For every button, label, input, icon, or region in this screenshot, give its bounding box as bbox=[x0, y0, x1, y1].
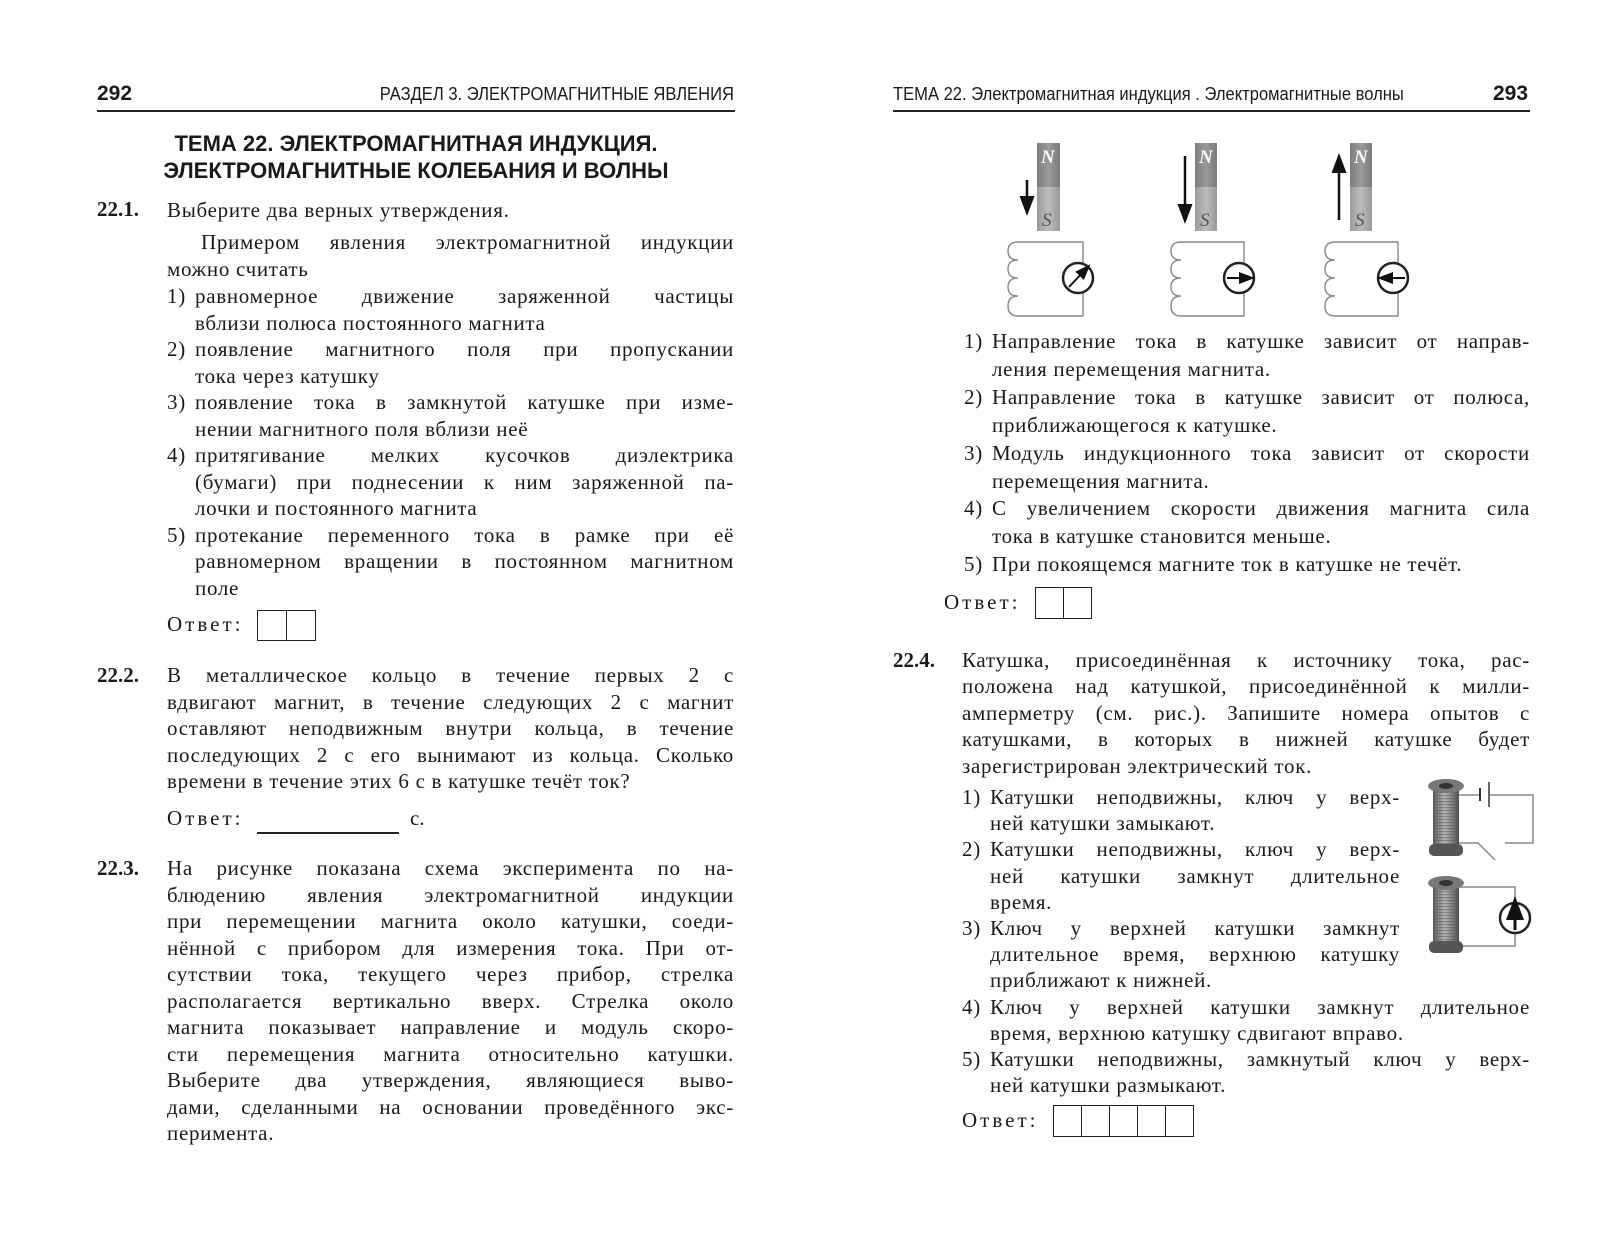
answer-cell[interactable] bbox=[1110, 1106, 1138, 1136]
option-number: 3) bbox=[167, 390, 186, 414]
option-text bbox=[990, 784, 1400, 836]
text-line: перимента. bbox=[167, 1121, 275, 1145]
text-line: при перемещении магнита около катушки, соеди- bbox=[167, 909, 734, 933]
option-number: 4) bbox=[167, 443, 186, 467]
option-number: 4) bbox=[964, 496, 983, 521]
text-line: Катушка, присоединённая к источнику тока, рас- bbox=[962, 648, 1530, 672]
pole-n: N bbox=[1199, 147, 1213, 168]
option-number: 2) bbox=[167, 337, 186, 361]
option-list bbox=[964, 328, 1530, 579]
answer-cell[interactable] bbox=[1036, 588, 1064, 618]
text-line: Катушки неподвижны, замкнутый ключ у верх- bbox=[990, 1047, 1530, 1072]
question-prompt: Выберите два верных утверждения. bbox=[167, 198, 510, 222]
text-line: равномерное движение заряженной частицы bbox=[195, 284, 734, 308]
text-line: вдвигают магнит, в течение следующих 2 с магнит bbox=[167, 689, 734, 714]
text-line: Катушки неподвижны, ключ у верх- bbox=[990, 837, 1400, 862]
option-number: 3) bbox=[964, 440, 983, 465]
text-line: время, верхнюю катушку сдвигают вправо. bbox=[990, 1020, 1404, 1045]
question-number: 22.3. bbox=[97, 856, 139, 880]
running-head-right: ТЕМА 22. Электромагнитная индукция . Электромагнитные волны bbox=[893, 84, 1404, 104]
text-line: положена над катушкой, присоединённой к милли- bbox=[962, 674, 1530, 699]
option-item bbox=[962, 784, 1400, 836]
option-number: 3) bbox=[962, 916, 981, 941]
text-line: амперметру (см. рис.). Запишите номера опытов с bbox=[962, 700, 1530, 725]
text-line: катушками, в которых в нижней катушке будет bbox=[962, 727, 1530, 752]
experiment-2 bbox=[1171, 143, 1254, 316]
question-number: 22.1. bbox=[97, 197, 139, 221]
text-line: (бумаги) при поднесении к ним заряженной па- bbox=[195, 469, 734, 494]
option-text bbox=[992, 384, 1530, 440]
text-line: Примером явления электромагнитной индукции bbox=[201, 230, 734, 254]
text-line: можно считать bbox=[167, 256, 309, 281]
pole-n: N bbox=[1041, 147, 1055, 168]
text-line: оставляют неподвижным внутри кольца, в течение bbox=[167, 716, 734, 740]
option-item bbox=[962, 994, 1530, 1046]
experiment-3 bbox=[1325, 143, 1408, 316]
text-line: появление тока в замкнутой катушке при изме- bbox=[195, 390, 734, 414]
text-line: приближающегося к катушке. bbox=[992, 412, 1278, 437]
text-line: последующих 2 с его вынимают из кольца. Сколько bbox=[167, 742, 734, 767]
text-line: ней катушки замкнут длительное bbox=[990, 863, 1400, 888]
text-line: располагается вертикально вверх. Стрелка около bbox=[167, 988, 734, 1013]
option-number: 1) bbox=[964, 329, 983, 353]
text-line: дами, сделанными на основании проведённого экс- bbox=[167, 1094, 734, 1119]
answer-label: Ответ: bbox=[167, 612, 244, 636]
option-item bbox=[962, 836, 1400, 915]
page-number-right: 293 bbox=[1493, 82, 1529, 105]
text-line: равномерном вращении в постоянном магнитном bbox=[195, 549, 734, 573]
option-list bbox=[962, 784, 1530, 1098]
option-text bbox=[992, 440, 1530, 496]
text-line: На рисунке показана схема эксперимента по на- bbox=[167, 856, 734, 880]
option-number: 2) bbox=[964, 384, 983, 409]
text-line: вблизи полюса постоянного магнита bbox=[195, 310, 546, 335]
text-line: появление магнитного поля при пропускании bbox=[195, 337, 734, 361]
option-item bbox=[964, 551, 1530, 579]
answer-boxes[interactable] bbox=[1053, 1105, 1194, 1137]
option-text bbox=[990, 836, 1400, 915]
chapter-title-line: ЭЛЕКТРОМАГНИТНЫЕ КОЛЕБАНИЯ И ВОЛНЫ bbox=[163, 157, 669, 183]
question-number: 22.2. bbox=[97, 663, 139, 687]
text-line: ней катушки замыкают. bbox=[990, 811, 1216, 836]
option-number: 4) bbox=[962, 994, 981, 1019]
text-line: блюдению явления электромагнитной индукции bbox=[167, 882, 734, 907]
option-item bbox=[962, 1046, 1530, 1098]
option-item bbox=[964, 495, 1530, 551]
text-line: тока через катушку bbox=[195, 363, 380, 388]
text-line: поле bbox=[195, 575, 240, 600]
answer-unit: с. bbox=[410, 806, 425, 830]
option-item bbox=[964, 328, 1530, 384]
answer-label: Ответ: bbox=[962, 1108, 1039, 1132]
text-line: Катушки неподвижны, ключ у верх- bbox=[990, 785, 1400, 809]
question-text bbox=[962, 647, 1530, 779]
text-line: Выберите два утверждения, являющиеся выво- bbox=[167, 1068, 734, 1092]
option-text bbox=[990, 994, 1530, 1046]
text-line: длительное время, верхнюю катушку bbox=[990, 942, 1400, 967]
text-line: время. bbox=[990, 889, 1053, 914]
text-line: При покоящемся магните ток в катушке не течёт. bbox=[992, 552, 1463, 577]
option-text bbox=[990, 1046, 1530, 1098]
text-line: сти перемещения магнита относительно катушки. bbox=[167, 1041, 734, 1066]
option-number: 5) bbox=[962, 1047, 981, 1072]
text-line: ней катушки размыкают. bbox=[990, 1073, 1227, 1098]
text-line: Модуль индукционного тока зависит от скорости bbox=[992, 440, 1530, 465]
option-text bbox=[992, 551, 1530, 579]
text-line: лочки и постоянного магнита bbox=[195, 496, 478, 520]
pole-s: S bbox=[1042, 210, 1052, 231]
answer-cell[interactable] bbox=[1138, 1106, 1166, 1136]
answer-boxes[interactable] bbox=[1035, 587, 1092, 619]
option-item bbox=[962, 915, 1400, 994]
option-number: 5) bbox=[964, 552, 983, 577]
option-text bbox=[992, 328, 1530, 384]
page-number-left: 292 bbox=[97, 82, 133, 105]
option-number: 2) bbox=[962, 837, 981, 862]
option-number: 1) bbox=[167, 284, 186, 308]
text-line: времени в течение этих 6 с в катушке течёт ток? bbox=[167, 769, 631, 793]
option-text bbox=[990, 915, 1400, 994]
text-line: зарегистрирован электрический ток. bbox=[962, 753, 1313, 778]
text-line: сутствии тока, текущего через прибор, стрелка bbox=[167, 962, 734, 986]
text-line: ления перемещения магнита. bbox=[992, 356, 1271, 381]
answer-cell[interactable] bbox=[1166, 1106, 1193, 1136]
running-head-left: РАЗДЕЛ 3. ЭЛЕКТРОМАГНИТНЫЕ ЯВЛЕНИЯ bbox=[379, 84, 734, 104]
answer-label: Ответ: bbox=[944, 590, 1021, 614]
option-item bbox=[964, 440, 1530, 496]
text-line: протекание переменного тока в рамке при её bbox=[195, 522, 734, 547]
text-line: приближают к нижней. bbox=[990, 968, 1213, 993]
text-line: тока в катушке становится меньше. bbox=[992, 524, 1332, 549]
option-item bbox=[964, 384, 1530, 440]
pole-s: S bbox=[1355, 210, 1365, 231]
answer-cell[interactable] bbox=[1054, 1106, 1082, 1136]
question-number: 22.4. bbox=[893, 648, 935, 672]
text-line: Ключ у верхней катушки замкнут bbox=[990, 916, 1400, 941]
answer-cell[interactable] bbox=[1064, 588, 1091, 618]
text-line: Направление тока в катушке зависит от направ- bbox=[992, 329, 1530, 353]
text-line: перемещения магнита. bbox=[992, 468, 1210, 493]
text-line: Ключ у верхней катушки замкнут длительное bbox=[990, 994, 1530, 1019]
pole-n: N bbox=[1354, 147, 1368, 168]
pole-s: S bbox=[1200, 210, 1210, 231]
option-number: 5) bbox=[167, 522, 186, 547]
answer-label: Ответ: bbox=[167, 806, 244, 830]
option-number: 1) bbox=[962, 785, 981, 809]
chapter-title-line: ТЕМА 22. ЭЛЕКТРОМАГНИТНАЯ ИНДУКЦИЯ. bbox=[174, 131, 658, 156]
option-text bbox=[992, 495, 1530, 551]
text-line: В металлическое кольцо в течение первых 2 с bbox=[167, 663, 734, 687]
text-line: притягивание мелких кусочков диэлектрика bbox=[195, 443, 734, 467]
text-line: С увеличением скорости движения магнита сила bbox=[992, 496, 1530, 521]
text-line: нённой с прибором для измерения тока. При от- bbox=[167, 935, 734, 960]
answer-cell[interactable] bbox=[1082, 1106, 1110, 1136]
text-line: Направление тока в катушке зависит от полюса, bbox=[992, 384, 1530, 409]
text-line: нении магнитного поля вблизи неё bbox=[195, 416, 529, 441]
text-line: магнита показывает направление и модуль скоро- bbox=[167, 1015, 734, 1039]
